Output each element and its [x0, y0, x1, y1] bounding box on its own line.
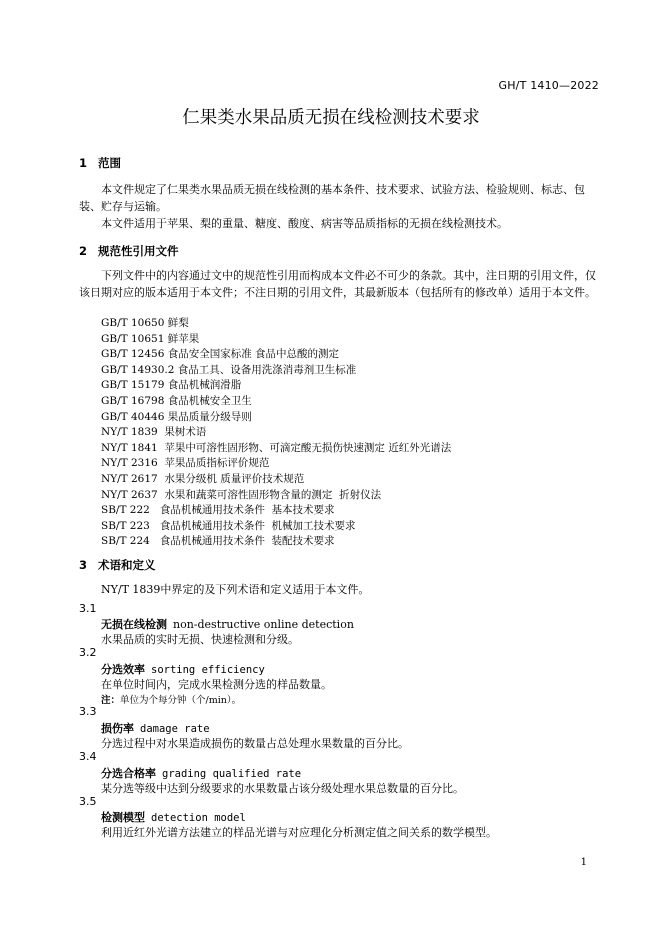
term-heading: [101, 720, 210, 736]
reference-item: GB/T 12456 食品安全国家标准 食品中总酸的测定: [101, 348, 340, 361]
scope-paragraph-2: 本文件适用于苹果、梨的重量、糖度、酸度、病害等品质指标的无损在线检测技术。: [101, 216, 508, 230]
section-title: 范围: [98, 156, 121, 170]
term-definition: 在单位时间内，完成水果检测分选的样品数量。: [101, 678, 332, 691]
term-number: 3.1: [79, 602, 97, 615]
reference-list: [101, 316, 451, 550]
section-heading-scope: [79, 155, 121, 171]
section-number: 2: [79, 244, 88, 258]
reference-item: GB/T 14930.2 食品工具、设备用洗涤消毒剂卫生标准: [101, 363, 357, 376]
term-name-zh: 分选合格率: [101, 767, 156, 780]
term-name-en: sorting efficiency: [151, 664, 265, 676]
reference-item: NY/T 2316 苹果品质指标评价规范: [101, 457, 270, 470]
terms-intro-paragraph: NY/T 1839中界定的及下列术语和定义适用于本文件。: [101, 583, 370, 596]
section-title: 规范性引用文件: [98, 244, 179, 258]
term-number: 3.2: [79, 646, 97, 659]
normative-intro-paragraph: 下列文件中的内容通过文中的规范性引用而构成本文件必不可少的条款。其中，注日期的引用文件，仅该日期对应的版本适用于本文件；不注日期的引用文件，其最新版本（包括所有的修改单）适用于本文件。: [79, 269, 596, 299]
term-definition: 分选过程中对水果造成损伤的数量占总处理水果数量的百分比。: [101, 737, 409, 750]
term-name-zh: 分选效率: [101, 663, 145, 676]
term-number: 3.3: [79, 705, 97, 718]
term-heading: [101, 616, 354, 632]
term-name-zh: 无损在线检测: [101, 618, 167, 631]
term-number: 3.5: [79, 795, 97, 808]
term-name-en: grading qualified rate: [162, 768, 302, 780]
section-title: 术语和定义: [98, 558, 156, 572]
reference-item: GB/T 15179 食品机械润滑脂: [101, 379, 242, 392]
term-name-zh: 损伤率: [101, 722, 134, 735]
section-number: 3: [79, 558, 88, 572]
reference-item: NY/T 1841 苹果中可溶性固形物、可滴定酸无损伤快速测定 近红外光谱法: [101, 441, 452, 454]
reference-item: NY/T 2617 水果分级机 质量评价技术规范: [101, 472, 305, 485]
reference-item: GB/T 40446 果品质量分级导则: [101, 410, 252, 423]
reference-item: SB/T 222 食品机械通用技术条件 基本技术要求: [101, 504, 335, 517]
reference-item: SB/T 223 食品机械通用技术条件 机械加工技术要求: [101, 519, 356, 532]
scope-paragraph-1: 本文件规定了仁果类水果品质无损在线检测的基本条件、技术要求、试验方法、检验规则、标志、包装、贮存与运输。: [79, 183, 585, 213]
term-heading: [101, 809, 246, 825]
term-heading: [101, 661, 265, 677]
term-note: [101, 692, 241, 706]
term-definition: 某分选等级中达到分级要求的水果数量占该分级处理水果总数量的百分比。: [101, 782, 464, 795]
term-number: 3.4: [79, 750, 97, 763]
terms-intro: [79, 582, 601, 599]
term-definition: 利用近红外光谱方法建立的样品光谱与对应理化分析测定值之间关系的数学模型。: [101, 826, 497, 839]
reference-item: NY/T 2637 水果和蔬菜可溶性固形物含量的测定 折射仪法: [101, 488, 382, 501]
reference-item: GB/T 10650 鲜梨: [101, 317, 189, 329]
term-name-en: non-destructive online detection: [173, 618, 354, 631]
term-name-zh: 检测模型: [101, 811, 145, 824]
reference-item: GB/T 10651 鲜苹果: [101, 332, 200, 345]
section-number: 1: [79, 156, 88, 170]
document-title: 仁果类水果品质无损在线检测技术要求: [182, 108, 480, 128]
reference-item: NY/T 1839 果树术语: [101, 426, 207, 439]
note-label: 注：: [101, 695, 121, 706]
term-name-en: damage rate: [140, 723, 210, 735]
note-text: 单位为个每分钟（个/min）。: [120, 695, 242, 706]
term-heading: [101, 765, 301, 781]
normative-intro: [79, 268, 601, 302]
term-name-en: detection model: [151, 812, 246, 824]
term-definition: 水果品质的实时无损、快速检测和分级。: [101, 633, 299, 646]
standard-code: GH/T 1410—2022: [498, 79, 599, 92]
reference-item: GB/T 16798 食品机械安全卫生: [101, 394, 252, 407]
section-heading-terms: [79, 557, 156, 573]
scope-text: [79, 182, 601, 232]
reference-item: SB/T 224 食品机械通用技术条件 装配技术要求: [101, 535, 335, 548]
page-number: 1: [580, 857, 587, 868]
section-heading-normative-references: [79, 243, 179, 259]
